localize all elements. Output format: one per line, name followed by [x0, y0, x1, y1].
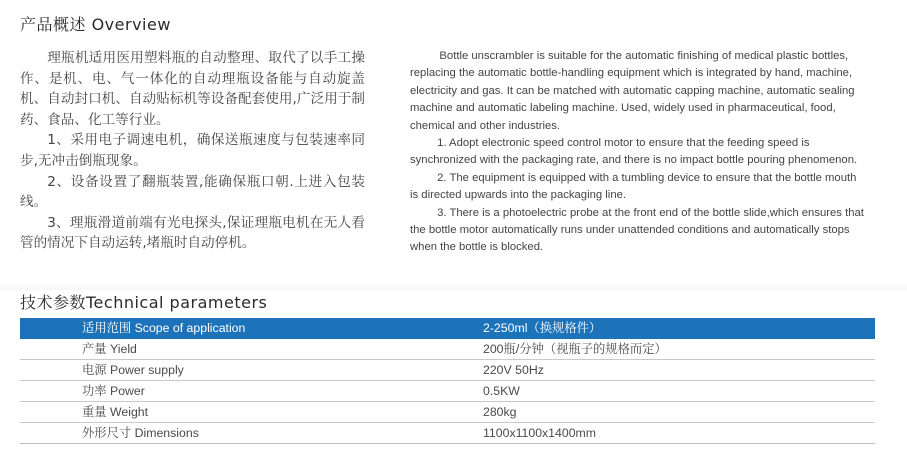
cn-paragraph-intro: 理瓶机适用医用塑料瓶的自动整理、取代了以手工操作、是机、电、气一体化的自动理瓶设备能与自动旋盖机、自动封口机、自动贴标机等设备配套使用,广泛用于制药、食品、化工等行业。 [20, 50, 365, 128]
param-label: 重量 Weight [82, 405, 149, 419]
table-row [20, 402, 875, 423]
section-divider [0, 282, 907, 290]
param-value: 2-250ml（换规格件） [483, 321, 602, 335]
table-row [20, 339, 875, 360]
overview-english-text [410, 48, 865, 257]
params-heading: 技术参数Technical parameters [20, 293, 268, 312]
param-label: 功率 Power [82, 384, 145, 398]
param-value: 280kg [483, 405, 517, 419]
en-paragraph-point-2: 2. The equipment is equipped with a tumbling device to ensure that the bottle mouth is directed upwards into the packaging line. [410, 171, 857, 202]
param-value: 200瓶/分钟（视瓶子的规格而定） [483, 342, 667, 356]
overview-heading: 产品概述 Overview [20, 15, 171, 34]
param-label: 电源 Power supply [82, 363, 184, 377]
param-value: 0.5KW [483, 384, 520, 398]
params-table [20, 318, 875, 444]
param-label: 产量 Yield [82, 342, 137, 356]
param-label: 适用范围 Scope of application [82, 321, 246, 335]
cn-paragraph-point-1: 1、采用电子调速电机，确保送瓶速度与包装速率同步,无冲击倒瓶现象。 [20, 132, 365, 169]
overview-chinese-text [20, 48, 365, 254]
param-value: 220V 50Hz [483, 363, 544, 377]
en-paragraph-point-1: 1. Adopt electronic speed control motor to ensure that the feeding speed is synchronized with the packaging rate, and there is no impact bottle pouring phenomenon. [410, 137, 858, 167]
table-row [20, 423, 875, 444]
table-row-header [20, 318, 875, 339]
cn-paragraph-point-2: 2、设备设置了翻瓶装置,能确保瓶口朝.上进入包装线。 [20, 173, 365, 211]
en-paragraph-intro: Bottle unscrambler is suitable for the automatic finishing of medical plastic bottles, replacing the automatic bottle-handling equipment which is integrated by hand, machine, electricity and gas. It can be matched with automatic capping machine, automatic sealing machine and automatic labeling machine. Used, widely used in pharmaceutical, food, chemical and other industries. [410, 50, 855, 132]
en-paragraph-point-3: 3. There is a photoelectric probe at the front end of the bottle slide,which ensures that the bottle motor automatically runs under unattended conditions and automatically stops when the bottle is blocked. [410, 206, 864, 254]
table-row [20, 381, 875, 402]
param-value: 1100x1100x1400mm [483, 426, 597, 440]
param-label: 外形尺寸 Dimensions [82, 426, 199, 440]
table-row [20, 360, 875, 381]
cn-paragraph-point-3: 3、理瓶滑道前端有光电探头,保证理瓶电机在无人看管的情况下自动运转,堵瓶时自动停机。 [20, 214, 365, 252]
